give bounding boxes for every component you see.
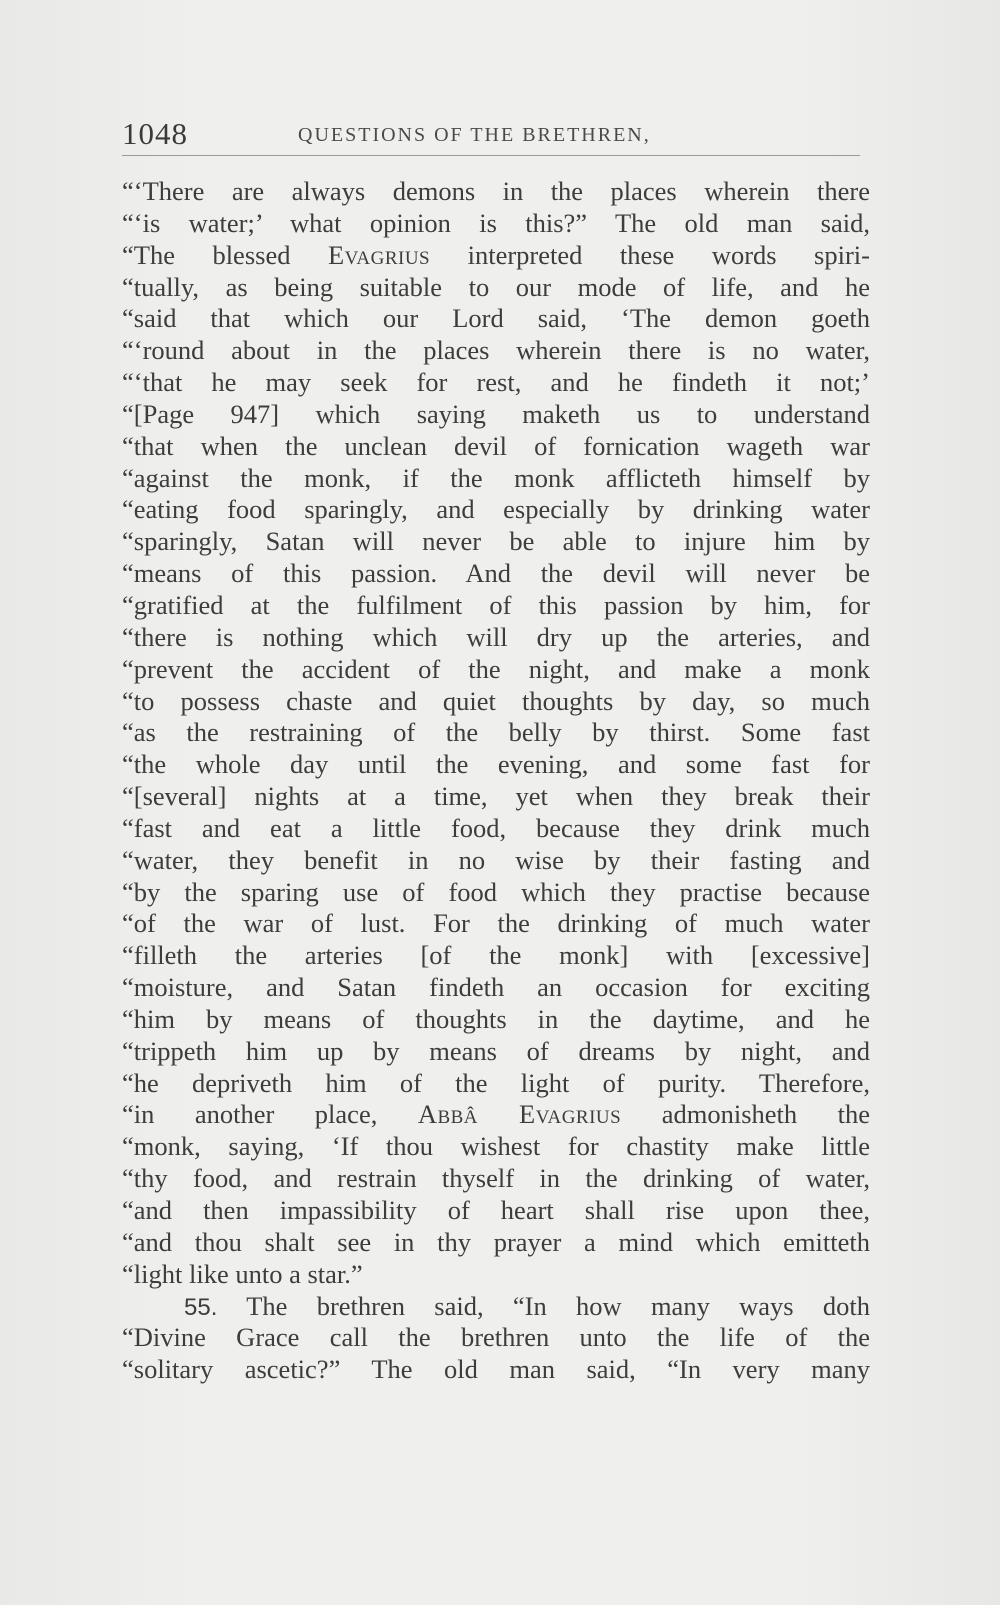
text-line: “The blessed Evagrius interpreted these words spiri- bbox=[122, 239, 870, 270]
running-head bbox=[122, 116, 862, 156]
text-line: “gratified at the fulfilment of this passion by him, for bbox=[122, 589, 870, 620]
text-line: “‘There are always demons in the places wherein there bbox=[122, 176, 870, 206]
text-line: “as the restraining of the belly by thirst. Some fast bbox=[122, 717, 870, 748]
header-rule bbox=[122, 155, 860, 156]
page-number: 1048 bbox=[122, 116, 188, 151]
running-title: QUESTIONS OF THE BRETHREN, bbox=[298, 124, 651, 146]
text-line: “by the sparing use of food which they practise because bbox=[122, 876, 870, 907]
text-line: “thy food, and restrain thyself in the drinking of water, bbox=[122, 1163, 870, 1194]
text-line: “the whole day until the evening, and some fast for bbox=[122, 749, 870, 780]
text-line: “fast and eat a little food, because they drink much bbox=[122, 812, 870, 843]
text-line: “and thou shalt see in thy prayer a mind which emitteth bbox=[122, 1226, 870, 1257]
text-line: “he depriveth him of the light of purity. Therefore, bbox=[122, 1067, 870, 1098]
proper-name: Abbâ Evagrius bbox=[417, 1099, 622, 1130]
text-line: “‘that he may seek for rest, and he findeth it not;’ bbox=[122, 367, 870, 398]
text-line: “tually, as being suitable to our mode of life, and he bbox=[122, 271, 870, 302]
text-line: “solitary ascetic?” The old man said, “In very many bbox=[122, 1354, 870, 1385]
text-line: “sparingly, Satan will never be able to injure him by bbox=[122, 526, 870, 557]
text-line: “means of this passion. And the devil will never be bbox=[122, 558, 870, 589]
text-line: “[several] nights at a time, yet when they break their bbox=[122, 781, 870, 812]
text-line: “of the war of lust. For the drinking of much water bbox=[122, 908, 870, 939]
text-line: “him by means of thoughts in the daytime, and he bbox=[122, 1003, 870, 1034]
text-line: “and then impassibility of heart shall rise upon thee, bbox=[122, 1195, 870, 1225]
text-line: “that when the unclean devil of fornication wageth war bbox=[122, 430, 870, 461]
text-line: “[Page 947] which saying maketh us to understand bbox=[122, 398, 870, 429]
text-line: “light like unto a star.” bbox=[122, 1258, 363, 1289]
text-line: “moisture, and Satan findeth an occasion for exciting bbox=[122, 972, 870, 1003]
text-line: “to possess chaste and quiet thoughts by day, so much bbox=[122, 685, 870, 716]
text-line: “said that which our Lord said, ‘The demon goeth bbox=[122, 303, 870, 334]
text-line: “against the monk, if the monk afflicteth himself by bbox=[122, 462, 870, 493]
text-line: “Divine Grace call the brethren unto the life of the bbox=[122, 1322, 870, 1353]
paragraph-number: 55. bbox=[184, 1293, 218, 1321]
text-line: “prevent the accident of the night, and make a monk bbox=[122, 653, 870, 684]
proper-name: Evagrius bbox=[327, 239, 431, 270]
body-text bbox=[122, 176, 870, 1386]
text-line: “eating food sparingly, and especially by drinking water bbox=[122, 494, 870, 525]
text-line: “there is nothing which will dry up the arteries, and bbox=[122, 621, 870, 652]
text-line: “water, they benefit in no wise by their fasting and bbox=[122, 844, 870, 875]
text-line: “filleth the arteries [of the monk] with [excessive] bbox=[122, 940, 870, 971]
text-line: “in another place, Abbâ Evagrius admonisheth the bbox=[122, 1099, 870, 1130]
text-line: “trippeth him up by means of dreams by night, and bbox=[122, 1035, 870, 1066]
text-line: “monk, saying, ‘If thou wishest for chastity make little bbox=[122, 1131, 870, 1162]
text-line: 55. The brethren said, “In how many ways doth bbox=[184, 1290, 870, 1321]
text-line: “‘round about in the places wherein there is no water, bbox=[122, 335, 870, 366]
text-line: “‘is water;’ what opinion is this?” The old man said, bbox=[122, 207, 870, 238]
